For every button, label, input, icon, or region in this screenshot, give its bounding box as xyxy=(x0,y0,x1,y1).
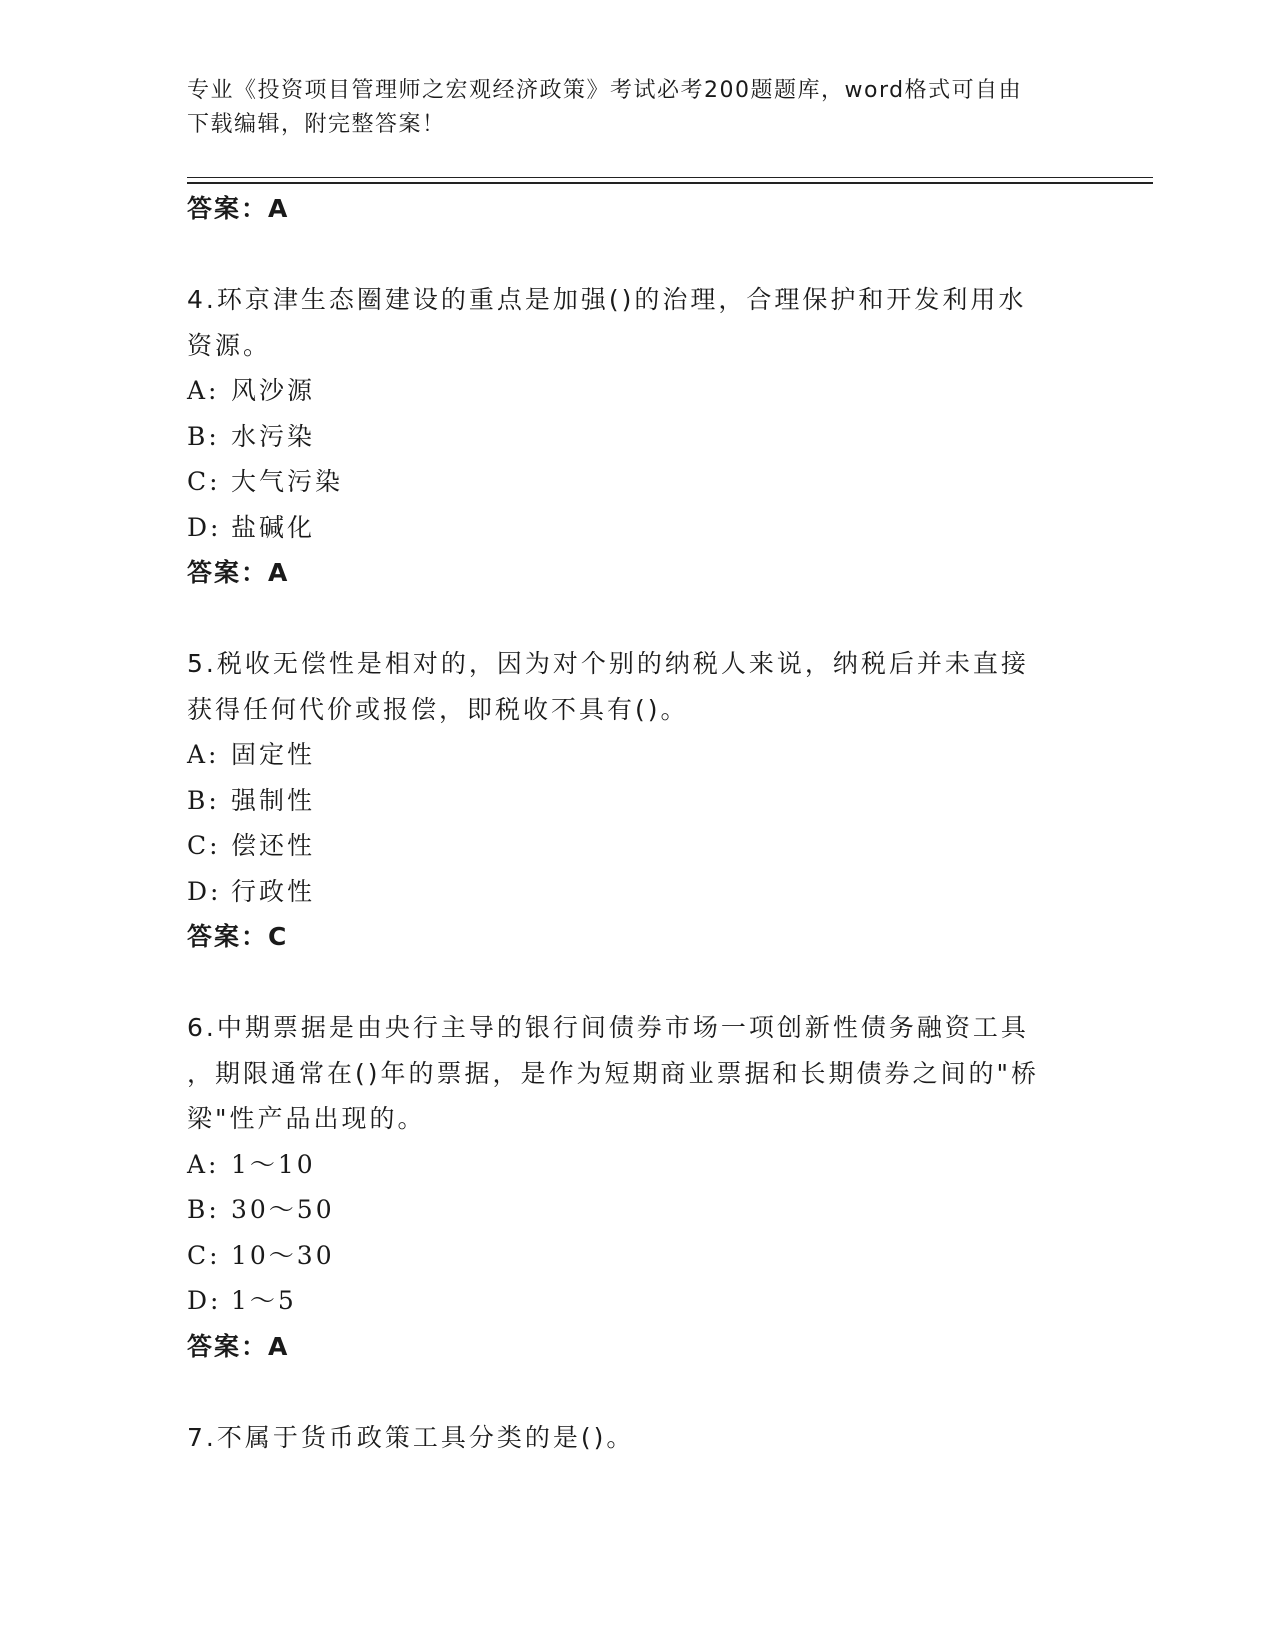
header-line-2: 下载编辑，附完整答案！ xyxy=(187,112,446,137)
option-letter: A: xyxy=(187,740,220,769)
question-text xyxy=(187,1005,1087,1142)
question-text xyxy=(187,277,1087,368)
option-letter: D: xyxy=(187,512,222,542)
option-letter: C: xyxy=(187,1240,221,1270)
option-letter: D: xyxy=(187,1286,222,1315)
header-divider-thick xyxy=(187,182,1153,184)
option-letter: A: xyxy=(187,1149,220,1179)
question-line: 7.不属于货币政策工具分类的是()。 xyxy=(187,1422,635,1452)
question-block xyxy=(187,1005,1087,1369)
option-text: 大气污染 xyxy=(231,467,344,496)
option-text: 固定性 xyxy=(231,740,316,769)
answer-line: 答案：A xyxy=(187,558,290,587)
question-line: 获得任何代价或报偿，即税收不具有()。 xyxy=(187,694,689,724)
header-divider-thin xyxy=(187,177,1153,178)
option-a xyxy=(187,368,1087,414)
question-list xyxy=(187,186,1087,1460)
option-text: 偿还性 xyxy=(231,831,316,860)
option-d xyxy=(187,869,1087,915)
question-line: 梁"性产品出现的。 xyxy=(187,1104,426,1133)
option-text: 10～30 xyxy=(231,1240,335,1270)
option-letter: B: xyxy=(187,1195,220,1224)
question-block xyxy=(187,1415,1087,1461)
question-line: 资源。 xyxy=(187,330,272,360)
question-line: ，期限通常在()年的票据，是作为短期商业票据和长期债券之间的"桥 xyxy=(187,1058,1040,1088)
option-letter: C: xyxy=(187,467,221,496)
option-c xyxy=(187,823,1087,869)
option-text: 风沙源 xyxy=(231,376,316,405)
option-d xyxy=(187,505,1087,551)
option-text: 行政性 xyxy=(231,876,316,906)
option-letter: C: xyxy=(187,831,221,860)
option-b xyxy=(187,1187,1087,1233)
question-text xyxy=(187,641,1087,732)
option-b xyxy=(187,778,1087,824)
option-text: 1～5 xyxy=(231,1286,297,1315)
answer-line: 答案：C xyxy=(187,922,289,951)
option-letter: A: xyxy=(187,376,220,405)
document-header xyxy=(187,74,1087,142)
option-text: 水污染 xyxy=(231,421,316,451)
option-text: 30～50 xyxy=(231,1195,335,1224)
option-a xyxy=(187,1142,1087,1188)
option-letter: B: xyxy=(187,421,220,451)
question-text xyxy=(187,1415,1087,1461)
option-letter: D: xyxy=(187,876,222,906)
question-block xyxy=(187,277,1087,596)
answer-line: 答案：A xyxy=(187,1331,290,1361)
question-line: 4.环京津生态圈建设的重点是加强()的治理，合理保护和开发利用水 xyxy=(187,285,1027,314)
question-line: 5.税收无偿性是相对的，因为对个别的纳税人来说，纳税后并未直接 xyxy=(187,649,1029,678)
option-letter: B: xyxy=(187,785,220,815)
question-block xyxy=(187,641,1087,960)
option-c xyxy=(187,459,1087,505)
option-d xyxy=(187,1278,1087,1324)
option-c xyxy=(187,1233,1087,1279)
option-text: 1～10 xyxy=(231,1149,316,1179)
answer-line: 答案：A xyxy=(187,194,290,223)
option-a xyxy=(187,732,1087,778)
option-b xyxy=(187,414,1087,460)
header-line-1: 专业《投资项目管理师之宏观经济政策》考试必考200题题库，word格式可自由 xyxy=(187,78,1023,103)
option-text: 强制性 xyxy=(231,785,316,815)
question-line: 6.中期票据是由央行主导的银行间债券市场一项创新性债务融资工具 xyxy=(187,1013,1029,1042)
option-text: 盐碱化 xyxy=(231,512,316,542)
